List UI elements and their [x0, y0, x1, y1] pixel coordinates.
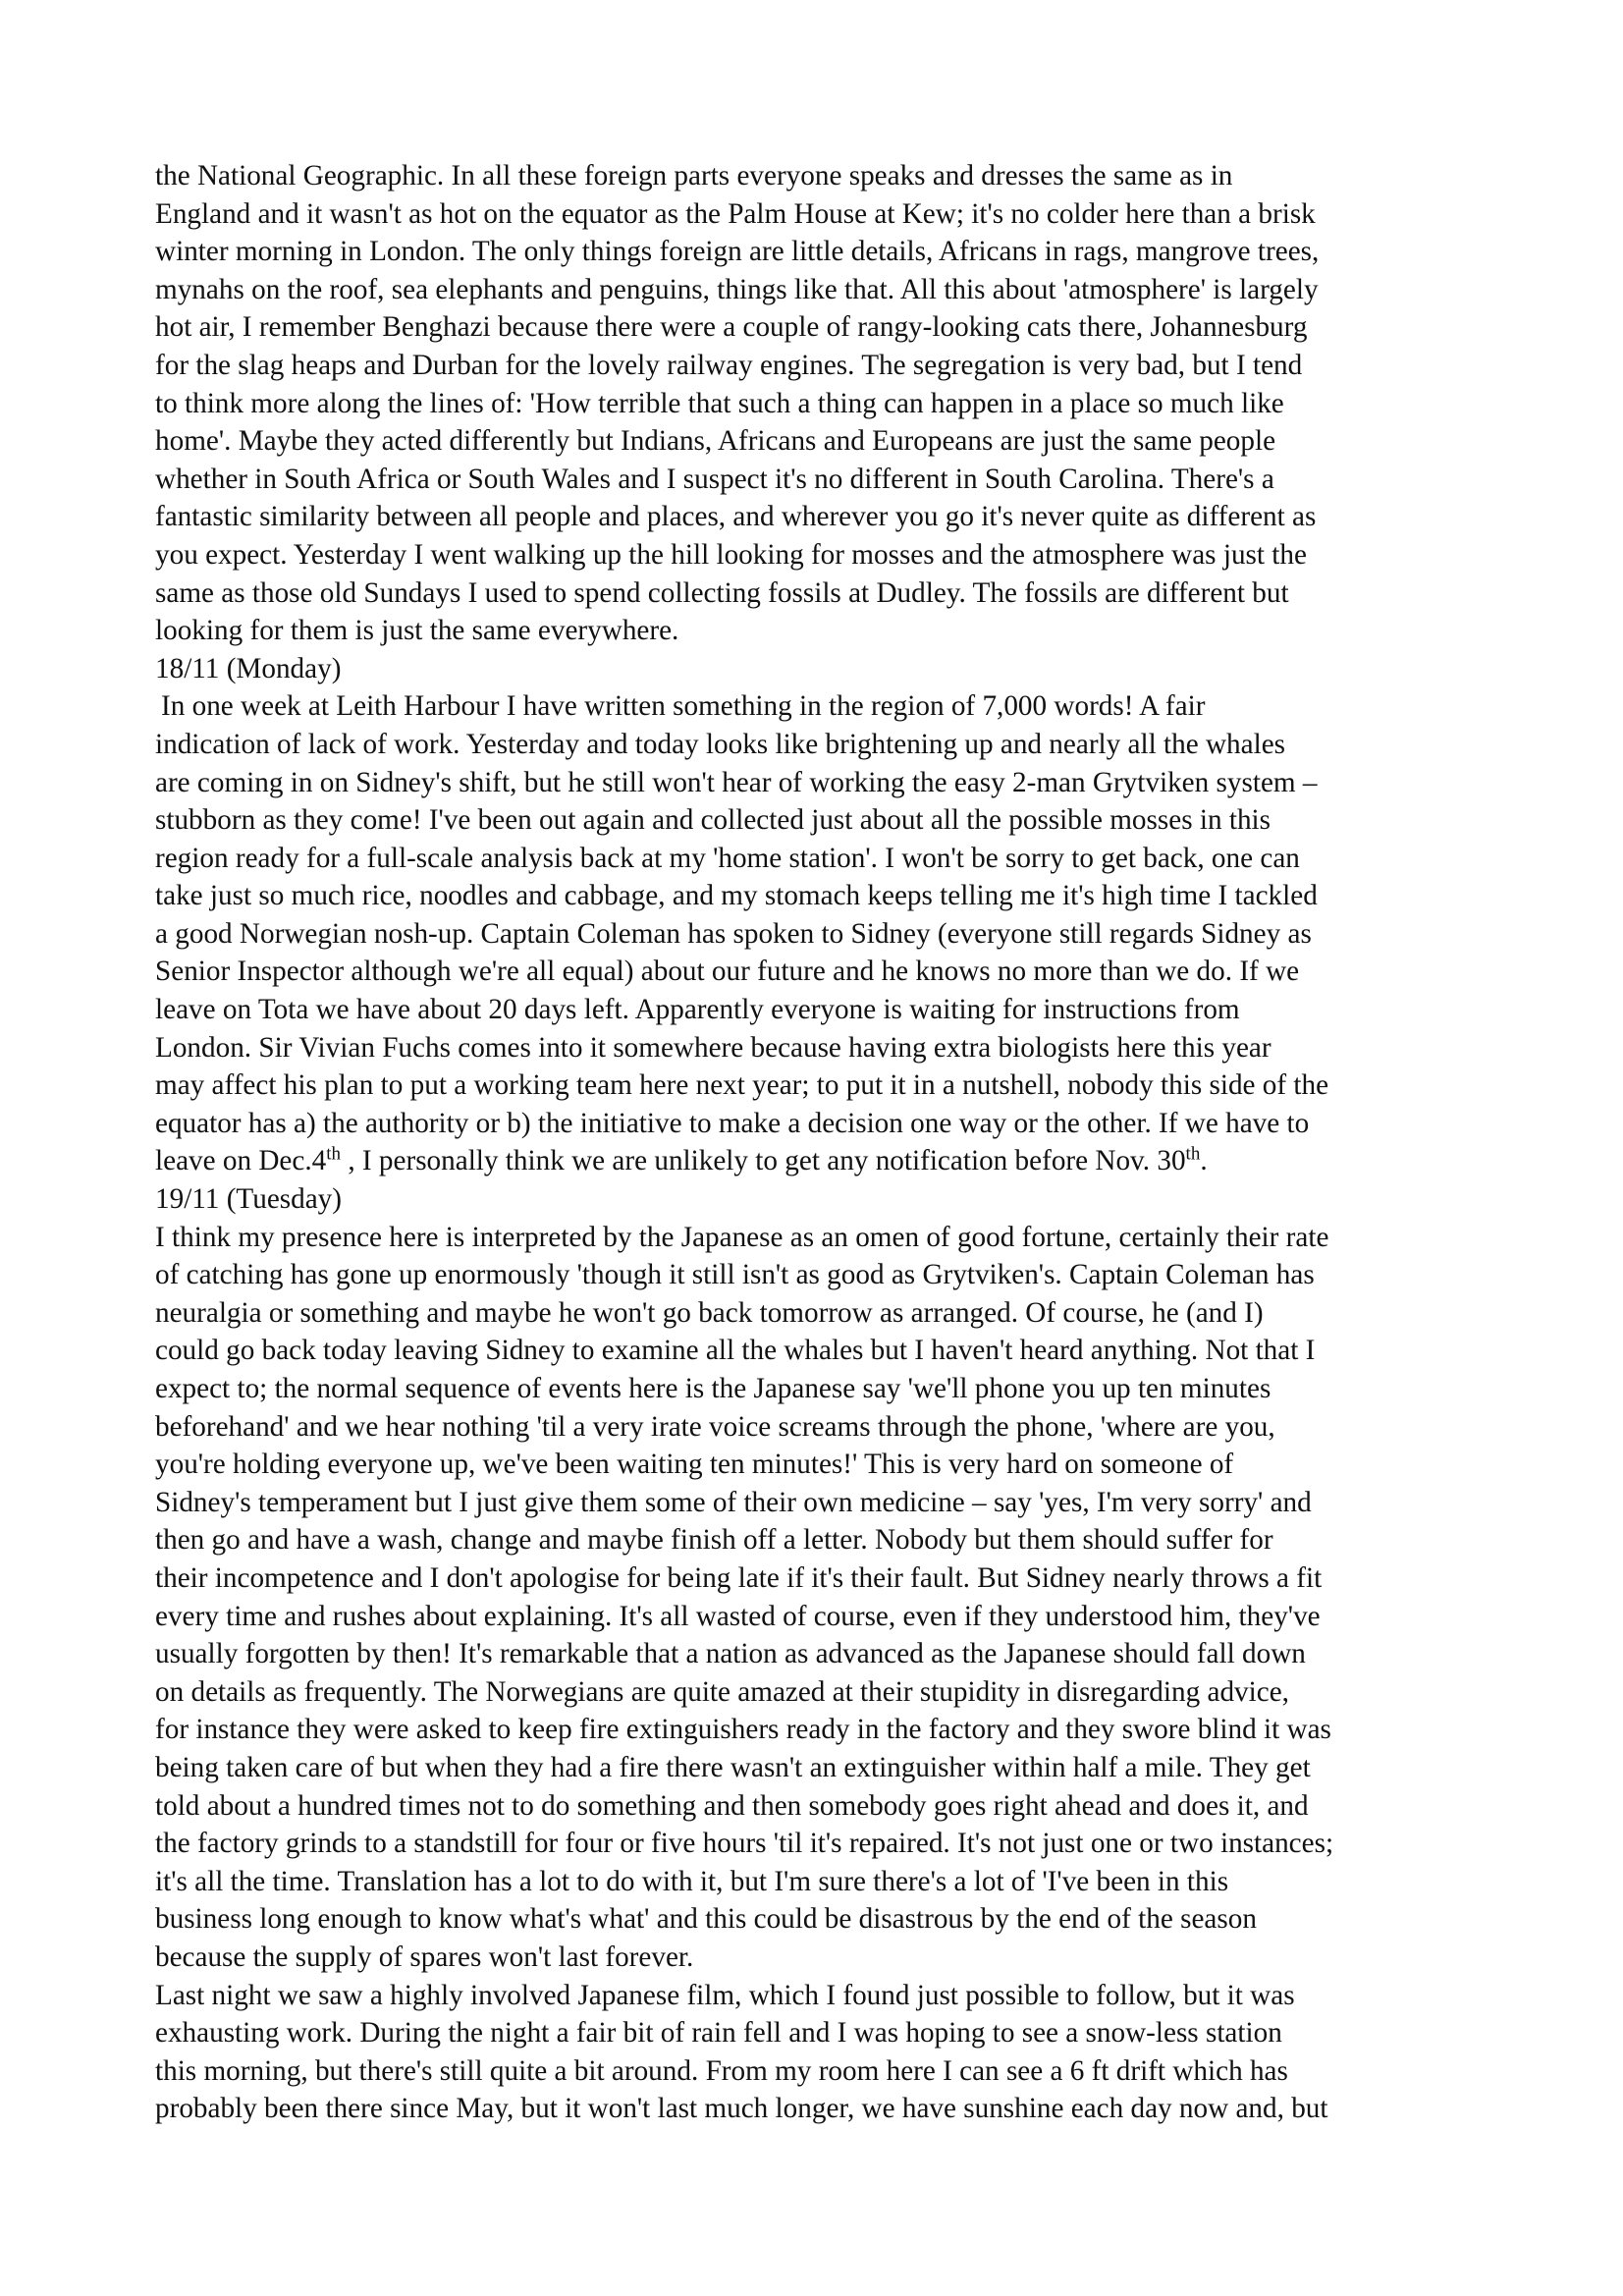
text-line: winter morning in London. The only things foreign are little details, Africans in rags, mangrove trees,	[155, 236, 1320, 268]
text-line: mynahs on the roof, sea elephants and penguins, things like that. All this about 'atmosphere' is largely	[155, 273, 1319, 305]
text-line: it's all the time. Translation has a lot to do with it, but I'm sure there's a lot of 'I've been in this	[155, 1865, 1229, 1897]
text-line: you're holding everyone up, we've been waiting ten minutes!' This is very hard on someone of	[155, 1449, 1234, 1481]
text-line: London. Sir Vivian Fuchs comes into it somewhere because having extra biologists here this year	[155, 1031, 1271, 1064]
text-fragment: leave on Dec.4	[155, 1145, 327, 1177]
text-line: take just so much rice, noodles and cabbage, and my stomach keeps telling me it's high time I tackled	[155, 880, 1318, 912]
text-line: you expect. Yesterday I went walking up the hill looking for mosses and the atmosphere was just the	[155, 538, 1307, 571]
text-line: equator has a) the authority or b) the initiative to make a decision one way or the other. If we have to	[155, 1107, 1310, 1139]
paragraph-japanese-film	[155, 1977, 1492, 2128]
text-line: home'. Maybe they acted differently but Indians, Africans and Europeans are just the same people	[155, 425, 1276, 458]
text-line: expect to; the normal sequence of events here is the Japanese say 'we'll phone you up ten minutes	[155, 1373, 1271, 1404]
text-line: exhausting work. During the night a fair bit of rain fell and I was hoping to see a snow-less station	[155, 2017, 1282, 2050]
date-heading-monday: 18/11 (Monday)	[155, 652, 342, 684]
text-line: usually forgotten by then! It's remarkable that a nation as advanced as the Japanese should fall down	[155, 1638, 1306, 1670]
text-fragment: , I personally think we are unlikely to get any notification before Nov. 30	[341, 1145, 1186, 1177]
text-fragment: .	[1200, 1145, 1208, 1177]
text-line-with-superscripts	[155, 1142, 1492, 1180]
text-line: neuralgia or something and maybe he won't go back tomorrow as arranged. Of course, he (and I)	[155, 1296, 1264, 1329]
text-line: region ready for a full-scale analysis back at my 'home station'. I won't be sorry to get back, one can	[155, 842, 1300, 874]
text-line: because the supply of spares won't last forever.	[155, 1941, 694, 1973]
superscript: th	[1185, 1143, 1201, 1165]
text-line: a good Norwegian nosh-up. Captain Coleman has spoken to Sidney (everyone still regards Sidney as	[155, 917, 1312, 950]
text-line: business long enough to know what's what' and this could be disastrous by the end of the season	[155, 1903, 1257, 1936]
superscript: th	[326, 1143, 342, 1165]
text-line: hot air, I remember Benghazi because there were a couple of rangy-looking cats there, Johannesburg	[155, 311, 1308, 344]
text-line: this morning, but there's still quite a bit around. From my room here I can see a 6 ft drift which has	[155, 2054, 1288, 2087]
text-line: leave on Tota we have about 20 days left. Apparently everyone is waiting for instructions from	[155, 994, 1240, 1026]
text-line: fantastic similarity between all people and places, and wherever you go it's never quite as different as	[155, 501, 1317, 533]
text-line: the National Geographic. In all these foreign parts everyone speaks and dresses the same as in	[155, 160, 1233, 191]
text-line: indication of lack of work. Yesterday and today looks like brightening up and nearly all the whales	[155, 728, 1286, 760]
text-line: probably been there since May, but it won't last much longer, we have sunshine each day now and, but	[155, 2093, 1328, 2125]
paragraph-national-geographic	[155, 157, 1492, 650]
text-line: Sidney's temperament but I just give them some of their own medicine – say 'yes, I'm very sorry' and	[155, 1486, 1312, 1518]
text-line: told about a hundred times not to do something and then somebody goes right ahead and does it, and	[155, 1789, 1309, 1822]
text-line: could go back today leaving Sidney to examine all the whales but I haven't heard anything. Not that I	[155, 1335, 1316, 1367]
text-line: then go and have a wash, change and maybe finish off a letter. Nobody but them should suffer for	[155, 1524, 1273, 1557]
date-heading-tuesday: 19/11 (Tuesday)	[155, 1183, 342, 1216]
text-line: Senior Inspector although we're all equal) about our future and he knows no more than we do. If we	[155, 956, 1300, 988]
text-line: are coming in on Sidney's shift, but he still won't hear of working the easy 2-man Grytviken system –	[155, 766, 1318, 798]
text-line: for the slag heaps and Durban for the lovely railway engines. The segregation is very bad, but I tend	[155, 349, 1303, 381]
text-line: their incompetence and I don't apologise for being late if it's their fault. But Sidney nearly throws a fit	[155, 1561, 1323, 1594]
text-line: the factory grinds to a standstill for four or five hours 'til it's repaired. It's not just one or two instances;	[155, 1828, 1334, 1860]
text-line: same as those old Sundays I used to spend collecting fossils at Dudley. The fossils are different but	[155, 576, 1289, 609]
text-line: to think more along the lines of: 'How terrible that such a thing can happen in a place so much like	[155, 387, 1284, 419]
text-line: whether in South Africa or South Wales and I suspect it's no different in South Carolina. There's a	[155, 463, 1274, 495]
text-line: on details as frequently. The Norwegians are quite amazed at their stupidity in disregarding advice,	[155, 1675, 1289, 1708]
text-line: England and it wasn't as hot on the equator as the Palm House at Kew; it's no colder here than a brisk	[155, 197, 1316, 230]
text-line: being taken care of but when they had a fire there wasn't an extinguisher within half a mile. They get	[155, 1751, 1311, 1783]
document-page	[155, 157, 1492, 2128]
text-line: of catching has gone up enormously 'though it still isn't as good as Grytviken's. Captain Coleman has	[155, 1259, 1315, 1291]
text-line: stubborn as they come! I've been out again and collected just about all the possible mosses in this	[155, 804, 1271, 837]
text-line: looking for them is just the same everywhere.	[155, 615, 679, 647]
text-line: beforehand' and we hear nothing 'til a very irate voice screams through the phone, 'where are you,	[155, 1410, 1275, 1443]
text-line: every time and rushes about explaining. It's all wasted of course, even if they understood him, they've	[155, 1600, 1321, 1632]
paragraph-leith-harbour	[155, 687, 1492, 1180]
paragraph-japanese	[155, 1219, 1492, 1977]
text-line: Last night we saw a highly involved Japanese film, which I found just possible to follow, but it was	[155, 1979, 1295, 2011]
text-line: I think my presence here is interpreted by the Japanese as an omen of good fortune, certainly their rate	[155, 1221, 1329, 1253]
text-line: for instance they were asked to keep fire extinguishers ready in the factory and they swore blind it was	[155, 1714, 1331, 1746]
text-line: In one week at Leith Harbour I have written something in the region of 7,000 words! A fair	[161, 690, 1206, 723]
text-line: may affect his plan to put a working team here next year; to put it in a nutshell, nobody this side of the	[155, 1069, 1329, 1102]
